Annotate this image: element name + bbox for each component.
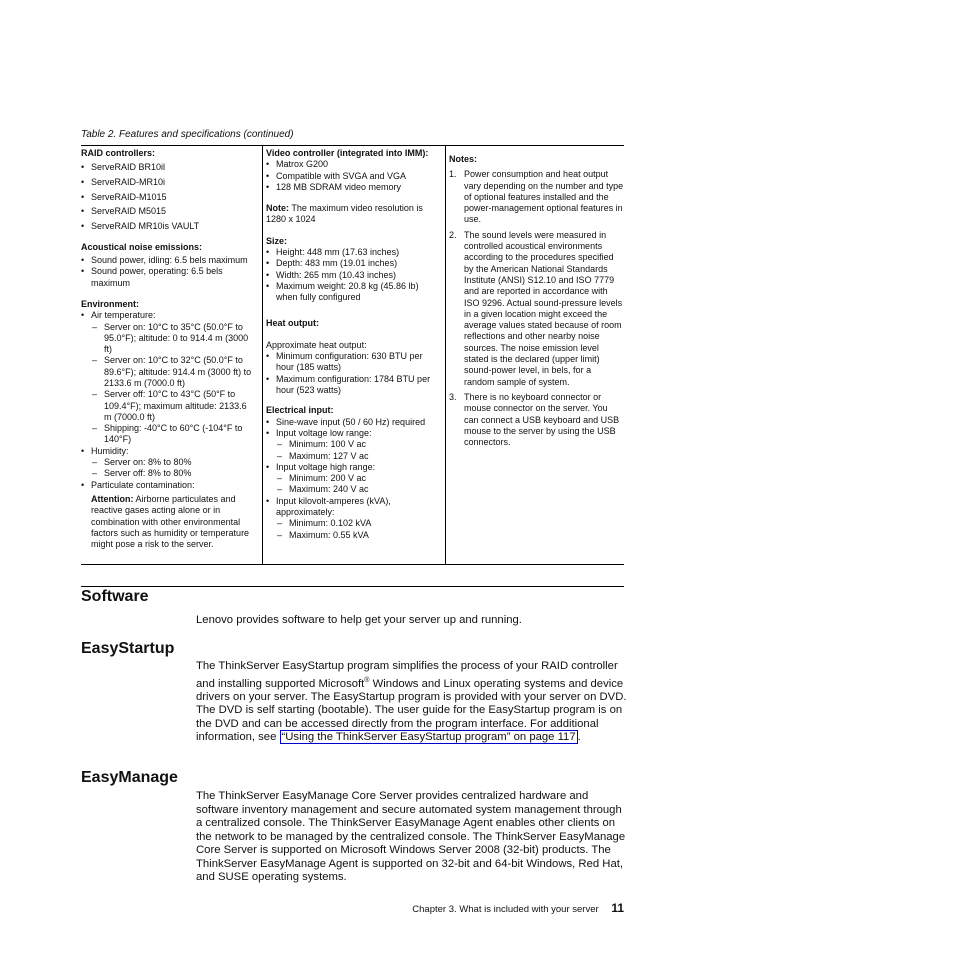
- attention-label: Attention:: [91, 493, 134, 504]
- raid-list: [81, 162, 256, 232]
- list-item: • Depth: 483 mm (19.01 inches): [266, 258, 441, 269]
- note-number: 3.: [449, 391, 457, 402]
- spec-column-2: [262, 146, 445, 564]
- size-list: [266, 247, 441, 303]
- note-text: The maximum video resolution is 1280 x 1024: [266, 203, 423, 225]
- list-item: – Server off: 10°C to 43°C (50°F to 109.4°F); maximum altitude: 2133.6 m (7000.0 ft): [81, 389, 256, 423]
- list-item: • Sine-wave input (50 / 60 Hz) required: [266, 417, 441, 428]
- attention-note: [81, 494, 256, 550]
- electrical-list: [266, 417, 441, 541]
- list-item: • Input kilovolt-amperes (kVA), approximately:: [266, 496, 441, 519]
- video-heading: Video controller (integrated into IMM):: [266, 148, 429, 158]
- list-item: • Maximum configuration: 1784 BTU per hour (523 watts): [266, 374, 441, 397]
- electrical-heading: Electrical input:: [266, 405, 334, 416]
- list-item: – Minimum: 200 V ac: [266, 473, 441, 484]
- easystartup-text-c: .: [577, 731, 581, 744]
- environment-heading: Environment:: [81, 298, 140, 309]
- note-text: Power consumption and heat output vary depending on the number and type of optional features installed and the power-management optional features in use.: [464, 169, 624, 225]
- list-item: • Maximum weight: 20.8 kg (45.86 lb) when fully configured: [266, 281, 441, 304]
- list-item: [449, 230, 624, 388]
- note-text: The sound levels were measured in controlled acoustical environments according to the procedures specified by the American National Standards Institute (ANSI) S12.10 and ISO 7779 and are reported in accordance with ISO 9296. Actual sound-pressure levels in a given location might exceed the average values stated because of room reflections and other nearby noise sources. The noise emission level stated is the declared (upper limit) sound-power level, in bels, for a random sample of system.: [464, 229, 623, 387]
- list-item: – Maximum: 127 V ac: [266, 451, 441, 462]
- video-note: [266, 203, 441, 226]
- easystartup-reference-link[interactable]: “Using the ThinkServer EasyStartup program” on page 117: [281, 731, 576, 744]
- note-text: There is no keyboard connector or mouse connector on the server. You can connect a USB keyboard and USB mouse to the server by using the USB connectors.: [464, 391, 620, 448]
- list-item: • 128 MB SDRAM video memory: [266, 182, 441, 193]
- list-item: – Shipping: -40°C to 60°C (-104°F to 140°F): [81, 423, 256, 446]
- note-number: 1.: [449, 169, 457, 180]
- list-item: • Air temperature:: [81, 310, 256, 321]
- attention-text: Airborne particulates and reactive gases acting alone or in combination with other environmental factors such as humidity or temperature might pose a risk to the server.: [91, 493, 250, 550]
- table-caption: Table 2. Features and specifications (continued): [81, 129, 294, 140]
- list-item: – Server off: 8% to 80%: [81, 468, 256, 479]
- spec-column-1: [81, 146, 262, 564]
- acoustic-list: [81, 255, 256, 289]
- easymanage-heading: EasyManage: [81, 769, 178, 786]
- list-item: • Sound power, operating: 6.5 bels maximum: [81, 266, 256, 289]
- heat-heading: Heat output:: [266, 317, 319, 328]
- easystartup-heading: EasyStartup: [81, 640, 175, 657]
- registered-mark: ®: [364, 676, 370, 684]
- list-item: – Server on: 10°C to 35°C (50.0°F to 95.0°F); altitude: 0 to 914.4 m (3000 ft): [81, 322, 256, 356]
- footer-chapter: Chapter 3. What is included with your server: [412, 904, 599, 915]
- notes-heading: Notes:: [449, 154, 478, 164]
- list-item: – Maximum: 0.55 kVA: [266, 530, 441, 541]
- list-item: • ServeRAID-MR10i: [81, 177, 256, 188]
- software-text: Lenovo provides software to help get your server up and running.: [196, 614, 522, 626]
- list-item: • ServeRAID-M1015: [81, 192, 256, 203]
- list-item: • Minimum configuration: 630 BTU per hour (185 watts): [266, 351, 441, 374]
- list-item: [449, 392, 624, 448]
- section-divider: [81, 586, 624, 587]
- list-item: • Compatible with SVGA and VGA: [266, 171, 441, 182]
- page-number: 11: [611, 901, 624, 915]
- list-item: • Input voltage high range:: [266, 462, 441, 473]
- list-item: • Width: 265 mm (10.43 inches): [266, 270, 441, 281]
- raid-heading: RAID controllers:: [81, 148, 156, 158]
- list-item: – Minimum: 0.102 kVA: [266, 518, 441, 529]
- acoustic-heading: Acoustical noise emissions:: [81, 241, 203, 252]
- list-item: • Input voltage low range:: [266, 428, 441, 439]
- size-heading: Size:: [266, 235, 288, 246]
- list-item: – Minimum: 100 V ac: [266, 439, 441, 450]
- list-item: • ServeRAID BR10il: [81, 162, 256, 173]
- heat-list: [266, 351, 441, 396]
- specifications-table: [81, 145, 624, 565]
- page-footer: [412, 901, 624, 915]
- list-item: • ServeRAID MR10is VAULT: [81, 221, 256, 232]
- heat-intro: Approximate heat output:: [266, 339, 367, 350]
- easystartup-text-b: Windows and Linux operating systems and device drivers on your server. The EasyStartup program is provided with your server on DVD. The DVD is self starting (bootable). The user guide for the EasyStartup program is on the DVD and can be accessed directly from the program interface. For additional information, see: [196, 677, 627, 744]
- video-list: [266, 159, 441, 193]
- list-item: • Height: 448 mm (17.63 inches): [266, 247, 441, 258]
- list-item: • Particulate contamination:: [81, 480, 256, 491]
- software-heading: Software: [81, 588, 149, 605]
- list-item: • Matrox G200: [266, 159, 441, 170]
- list-item: • ServeRAID M5015: [81, 206, 256, 217]
- easymanage-text: The ThinkServer EasyManage Core Server provides centralized hardware and software inventory management and secure automated system management through a centralized console. The ThinkServer EasyManage Agent enables other clients on the network to be managed by the centralized console. The ThinkServer EasyManage Core Server is supported on Microsoft Windows Server 2008 (32-bit) products. The ThinkServer EasyManage Agent is supported on 32-bit and 64-bit Windows, Red Hat, and SUSE operating systems.: [196, 790, 626, 883]
- spec-column-3: [445, 146, 624, 564]
- easystartup-text-a: The ThinkServer EasyStartup program simplifies the process of your RAID controller and installing supported Microsoft: [196, 660, 618, 690]
- list-item: [449, 169, 624, 225]
- list-item: – Maximum: 240 V ac: [266, 484, 441, 495]
- environment-list: [81, 310, 256, 550]
- list-item: – Server on: 10°C to 32°C (50.0°F to 89.6°F); altitude: 914.4 m (3000 ft) to 2133.6 m (7000.0 ft): [81, 355, 256, 389]
- notes-list: [449, 169, 624, 448]
- note-number: 2.: [449, 229, 457, 240]
- note-label: Note:: [266, 203, 289, 214]
- list-item: • Sound power, idling: 6.5 bels maximum: [81, 255, 256, 266]
- easystartup-text: [196, 660, 628, 745]
- list-item: – Server on: 8% to 80%: [81, 457, 256, 468]
- list-item: • Humidity:: [81, 446, 256, 457]
